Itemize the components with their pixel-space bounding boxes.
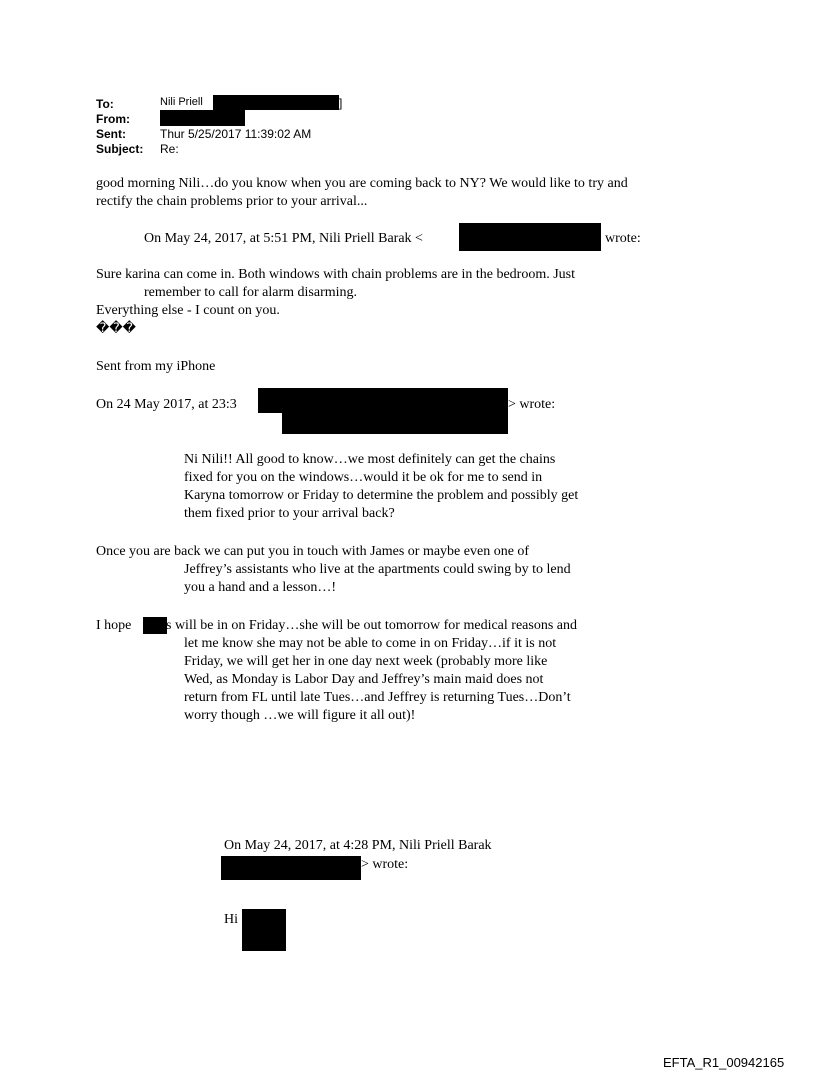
para2-line-1: Once you are back we can put you in touch with James or maybe even one of [96,544,530,559]
intro-line-2: rectify the chain problems prior to your arrival... [96,194,368,209]
para2-line-3: you a hand and a lesson…! [184,580,337,595]
to-label: To: [96,97,114,111]
redaction-email-1 [459,223,601,251]
redaction-sender-2 [282,388,508,434]
to-value-tail: ] [339,96,343,110]
redaction-from [160,110,245,126]
intro-line-1: good morning Nili…do you know when you are coming back to NY? We would like to try and [96,176,628,191]
para1-line-2: fixed for you on the windows…would it be ok for me to send in [184,470,543,485]
quote3-header: On May 24, 2017, at 4:28 PM, Nili Priell Barak [224,838,492,853]
redaction-greeting-name [242,909,286,951]
greeting: Hi [224,912,238,927]
redaction-email-2 [221,856,361,880]
quote2-header: On 24 May 2017, at 23:3 [96,397,237,412]
para3-line-3: Friday, we will get her in one day next week (probably more like [184,654,548,669]
redaction-name [143,617,167,634]
para3-line-5: return from FL until late Tues…and Jeffrey is returning Tues…Don’t [184,690,571,705]
document-id: EFTA_R1_00942165 [663,1055,785,1070]
sent-value: Thur 5/25/2017 11:39:02 AM [160,127,312,141]
sent-label: Sent: [96,127,126,141]
from-label: From: [96,112,130,126]
para1-line-3: Karyna tomorrow or Friday to determine the problem and possibly get [184,488,579,503]
quote3-header-wrote: > wrote: [361,857,409,872]
para3-line-2: let me know she may not be able to come in on Friday…if it is not [184,636,557,651]
quote1-header: On May 24, 2017, at 5:51 PM, Nili Priell Barak < [144,231,423,246]
quote2-header-wrote: > wrote: [508,397,556,412]
subject-value: Re: [160,142,179,156]
quote1-header-wrote: wrote: [605,231,641,246]
para2-line-2: Jeffrey’s assistants who live at the apartments could swing by to lend [184,562,571,577]
sent-from-iphone: Sent from my iPhone [96,359,216,374]
para3-line-6: worry though …we will figure it all out)! [184,708,416,723]
quote1-line-3: Everything else - I count on you. [96,303,280,318]
redaction-to-address [213,95,339,110]
para1-line-1: Ni Nili!! All good to know…we most definitely can get the chains [184,452,556,467]
para3-line-4: Wed, as Monday is Labor Day and Jeffrey’s main maid does not [184,672,544,687]
subject-label: Subject: [96,142,144,156]
quote1-line-1: Sure karina can come in. Both windows with chain problems are in the bedroom. Just [96,267,576,282]
para3-line-1-pre: I hope [96,618,132,633]
para3-line-1: s will be in on Friday…she will be out tomorrow for medical reasons and [166,618,577,633]
quote1-line-2: remember to call for alarm disarming. [144,285,358,300]
to-value: Nili Priell [160,96,203,108]
para1-line-4: them fixed prior to your arrival back? [184,506,395,521]
replacement-glyphs: ��� [96,321,136,336]
